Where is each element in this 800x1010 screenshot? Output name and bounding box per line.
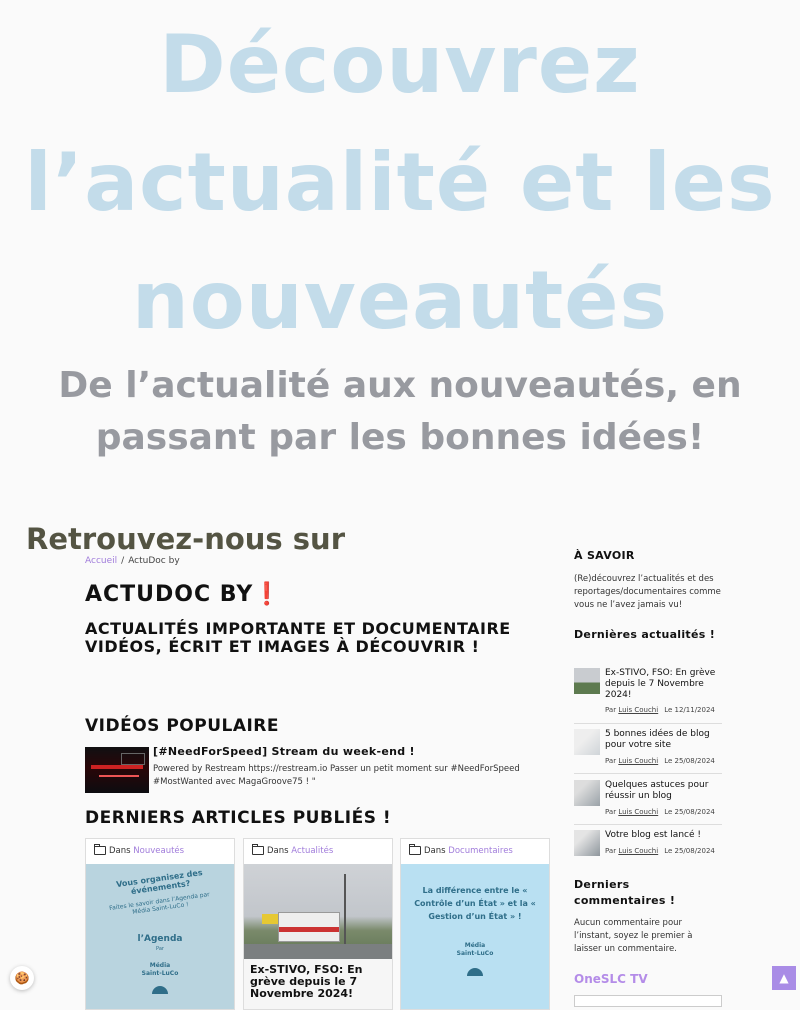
news-title[interactable]: Votre blog est lancé !: [605, 830, 701, 840]
breadcrumb-home-link[interactable]: Accueil: [85, 556, 118, 566]
hero-subtitle: De l’actualité aux nouveautés, en passant par les bonnes idées!: [58, 365, 742, 458]
news-meta: Par Luis Couchi Le 12/11/2024: [605, 706, 715, 714]
videos-heading: VIDÉOS POPULAIRE: [85, 716, 280, 736]
article-image[interactable]: [401, 864, 549, 1009]
a-savoir-text: (Re)découvrez l’actualités et des reportages/documentaires comme vous ne l’avez jamais vu!: [574, 574, 721, 610]
cookie-icon[interactable]: 🍪: [10, 966, 34, 990]
article-category: Dans Nouveautés: [94, 846, 184, 856]
image-subheading: Faites le savoir dans l’Agenda par Média Saint-LuCo !: [108, 891, 211, 916]
comments-heading: Derniers commentaires !: [574, 878, 676, 907]
article-category: Dans Documentaires: [409, 846, 513, 856]
page-title: [85, 582, 282, 607]
news-item[interactable]: [574, 729, 722, 773]
video-title-link[interactable]: [#NeedForSpeed] Stream du week-end !: [153, 745, 415, 758]
image-title: l’Agenda: [137, 934, 183, 944]
brand-logo-icon: [467, 968, 483, 976]
article-card[interactable]: [400, 838, 550, 1010]
news-title[interactable]: Quelques astuces pour réussir un blog: [605, 780, 709, 801]
image-heading: Vous organisez des événements?: [115, 868, 204, 897]
video-description: Powered by Restream https://restream.io Passer un petit moment sur #NeedForSpeed #MostWanted avec MagaGroove75 ! ": [153, 764, 520, 787]
exclamation-icon: ❗: [253, 582, 282, 607]
a-savoir-heading: À SAVOIR: [574, 549, 635, 562]
breadcrumb-separator: /: [121, 556, 125, 566]
video-item[interactable]: [85, 745, 555, 795]
folder-icon: [409, 846, 421, 855]
news-meta: Par Luis Couchi Le 25/08/2024: [605, 757, 715, 765]
news-item[interactable]: [574, 668, 722, 720]
articles-heading: DERNIERS ARTICLES PUBLIÉS !: [85, 808, 392, 828]
news-thumbnail[interactable]: [574, 668, 600, 694]
news-thumbnail[interactable]: [574, 729, 600, 755]
folder-icon: [252, 846, 264, 855]
news-heading: Dernières actualités !: [574, 628, 716, 641]
article-card[interactable]: [85, 838, 235, 1010]
image-text: La différence entre le « Contrôle d’un État » et la « Gestion d’un État » !: [414, 886, 536, 921]
news-title[interactable]: 5 bonnes idées de blog pour votre site: [605, 729, 710, 750]
video-thumbnail[interactable]: [85, 747, 149, 793]
article-category-link[interactable]: Nouveautés: [133, 846, 185, 856]
comments-text: Aucun commentaire pour l’instant, soyez le premier à laisser un commentaire.: [574, 918, 693, 954]
oneslc-tv-heading: OneSLC TV: [574, 972, 648, 986]
page-description: ACTUALITÉS IMPORTANTE ET DOCUMENTAIRE VIDÉOS, ÉCRIT ET IMAGES À DÉCOUVRIR !: [85, 619, 511, 656]
article-category-link[interactable]: Documentaires: [448, 846, 513, 856]
article-image[interactable]: [244, 864, 392, 1009]
image-par: Par: [156, 946, 164, 952]
tv-widget[interactable]: [574, 995, 722, 1007]
retrouvez-text: Retrouvez-nous sur: [26, 522, 345, 556]
image-brand: Média Saint-LuCo: [456, 942, 494, 957]
brand-logo-icon: [152, 986, 168, 994]
news-thumbnail[interactable]: [574, 830, 600, 856]
article-category: Dans Actualités: [252, 846, 333, 856]
news-title[interactable]: Ex-STIVO, FSO: En grève depuis le 7 Novembre 2024!: [605, 668, 716, 700]
arrow-up-icon[interactable]: ▲: [772, 966, 796, 990]
article-category-link[interactable]: Actualités: [291, 846, 334, 856]
breadcrumb-current: ActuDoc by: [128, 556, 180, 566]
news-item[interactable]: [574, 830, 722, 860]
page-title-text: ACTUDOC BY: [85, 582, 254, 607]
news-item[interactable]: [574, 780, 722, 820]
breadcrumb: [85, 556, 180, 566]
news-meta: Par Luis Couchi Le 25/08/2024: [605, 808, 715, 816]
folder-icon: [94, 846, 106, 855]
image-brand: Média Saint-LuCo: [141, 962, 179, 977]
hero-title: Découvrez l’actualité et les nouveautés: [24, 18, 776, 347]
article-title[interactable]: Ex-STIVO, FSO: En grève depuis le 7 Novembre 2024!: [250, 963, 363, 1000]
article-image[interactable]: [86, 864, 234, 1009]
article-card[interactable]: [243, 838, 393, 1010]
news-meta: Par Luis Couchi Le 25/08/2024: [605, 847, 715, 855]
news-thumbnail[interactable]: [574, 780, 600, 806]
